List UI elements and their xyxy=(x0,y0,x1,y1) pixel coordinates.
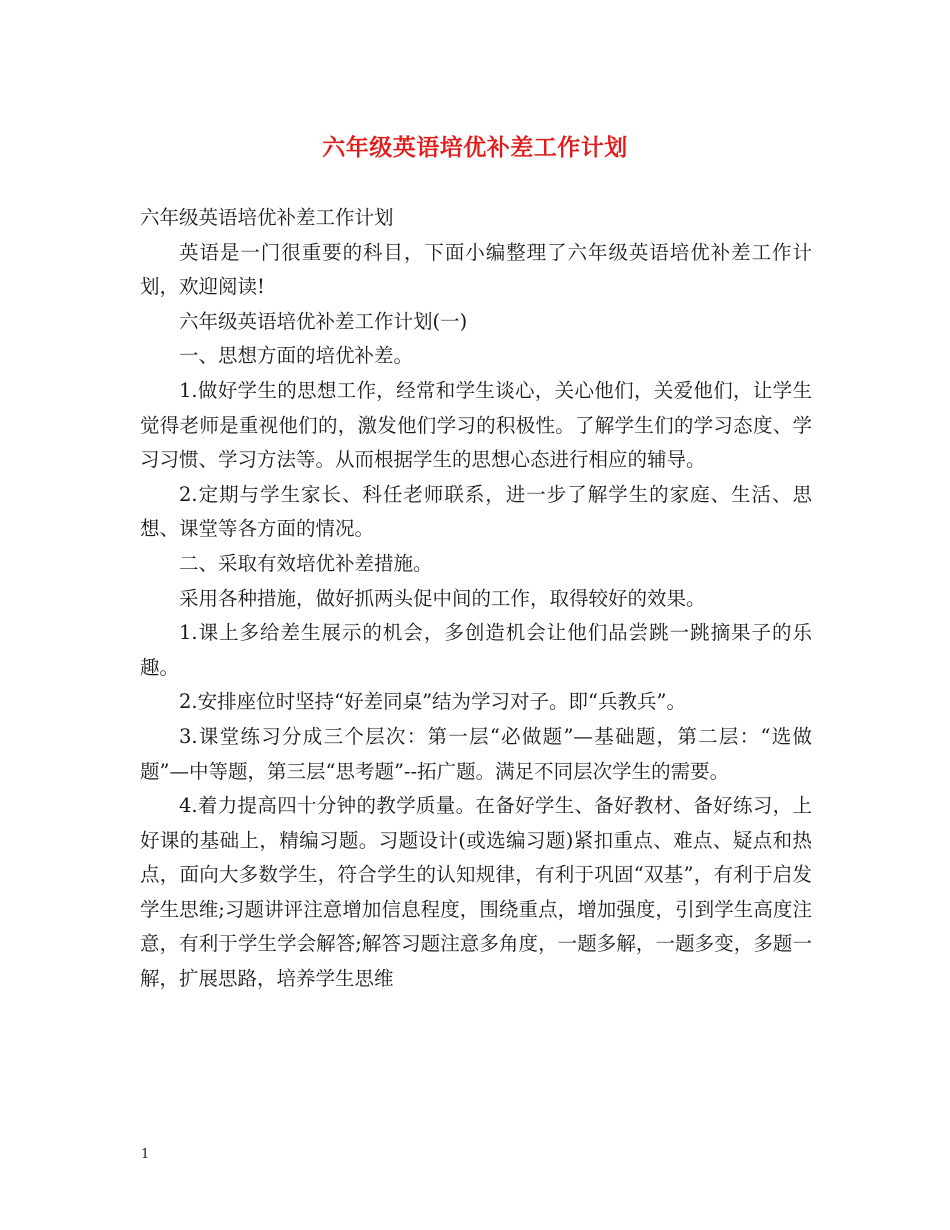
document-body xyxy=(140,201,812,997)
paragraph: 2.定期与学生家长、科任老师联系，进一步了解学生的家庭、生活、思想、课堂等各方面的情况。 xyxy=(140,482,812,541)
paragraph: 1.课上多给差生展示的机会，多创造机会让他们品尝跳一跳摘果子的乐趣。 xyxy=(140,621,812,679)
paragraph: 一、思想方面的培优补差。 xyxy=(179,344,414,368)
paragraph: 采用各种措施，做好抓两头促中间的工作，取得较好的效果。 xyxy=(179,586,706,610)
paragraph: 1.做好学生的思想工作，经常和学生谈心，关心他们，关爱他们，让学生觉得老师是重视他们的，激发他们学习的积极性。了解学生们的学习态度、学习习惯、学习方法等。从而根据学生的思想心态进行相应的辅导。 xyxy=(140,378,812,472)
paragraph: 3.课堂练习分成三个层次：第一层“必做题”—基础题，第二层：“选做题”—中等题，第三层“思考题”--拓广题。满足不同层次学生的需要。 xyxy=(140,724,812,783)
paragraph: 4.着力提高四十分钟的教学质量。在备好学生、备好教材、备好练习，上好课的基础上，精编习题。习题设计(或选编习题)紧扣重点、难点、疑点和热点，面向大多数学生，符合学生的认知规律，有利于巩固“双基”，有利于启发学生思维;习题讲评注意增加信息程度，围绕重点，增加强度，引到学生高度注意，有利于学生学会解答;解答习题注意多角度，一题多解，一题多变，多题一解，扩展思路，培养学生思维 xyxy=(140,794,812,991)
paragraph: 六年级英语培优补差工作计划 xyxy=(140,206,394,229)
paragraph: 二、采取有效培优补差措施。 xyxy=(179,551,433,575)
paragraph: 六年级英语培优补差工作计划(一) xyxy=(179,309,468,333)
page-number: 1 xyxy=(141,1147,150,1162)
paragraph: 2.安排座位时坚持“好差同桌”结为学习对子。即“兵教兵”。 xyxy=(179,690,686,714)
document-title: 六年级英语培优补差工作计划 xyxy=(322,134,628,161)
paragraph: 英语是一门很重要的科目，下面小编整理了六年级英语培优补差工作计划，欢迎阅读! xyxy=(140,240,812,299)
